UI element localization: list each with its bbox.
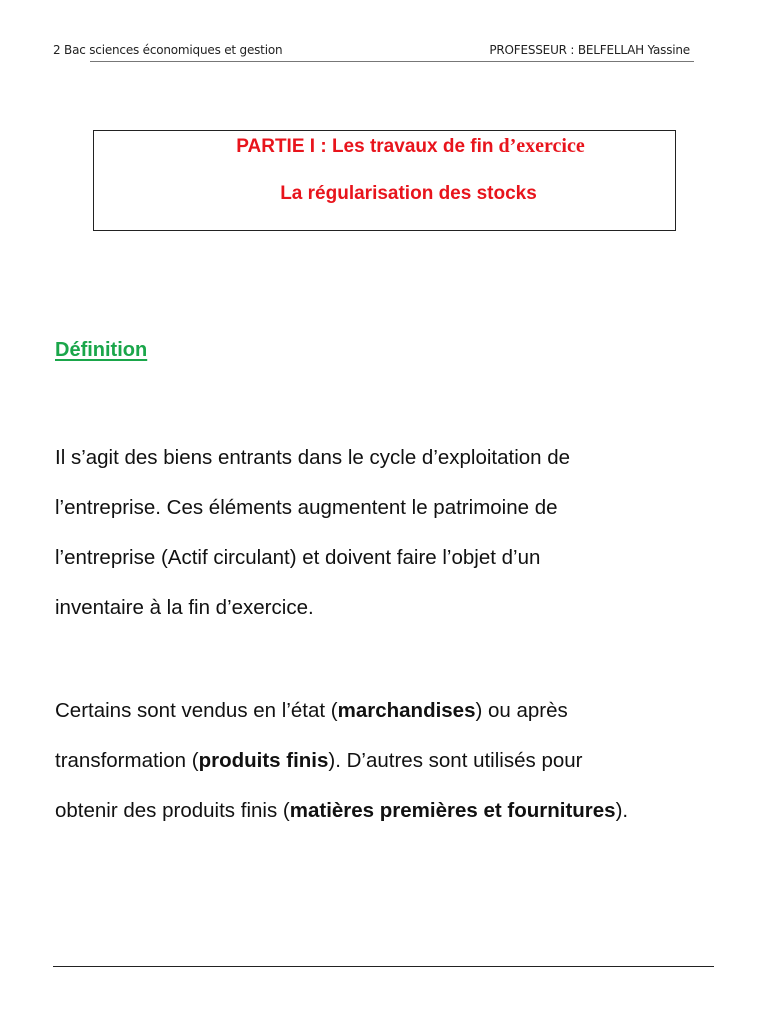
p2-l1-a: Certains sont vendus en l’état ( [55, 699, 338, 722]
paragraph-2-line-1 [55, 686, 628, 736]
p2-l3-bold: matières premières et fournitures [289, 799, 616, 822]
paragraph-1-line-1: Il s’agit des biens entrants dans le cycle d’exploitation de [55, 446, 571, 469]
footer-rule [53, 966, 714, 967]
p2-l3-b: ). [615, 799, 629, 822]
page-header-right: PROFESSEUR : BELFELLAH Yassine [489, 43, 690, 57]
p2-l2-b: ). D’autres sont utilisés pour [328, 749, 583, 772]
title-line-1-main: PARTIE I : Les travaux de fin [236, 136, 494, 157]
paragraph-2 [55, 686, 628, 836]
p2-l2-bold: produits finis [198, 749, 329, 772]
p2-l1-b: ) ou après [475, 699, 568, 722]
title-line-2: La régularisation des stocks [280, 183, 537, 204]
p2-l1-bold: marchandises [337, 699, 476, 722]
p2-l2-a: transformation ( [55, 749, 199, 772]
paragraph-1-line-4: inventaire à la fin d’exercice. [55, 596, 314, 619]
paragraph-2-line-2 [55, 736, 628, 786]
header-rule [90, 61, 694, 62]
section-heading-definition: Définition [55, 339, 148, 361]
paragraph-2-line-3 [55, 786, 628, 836]
paragraph-1-line-2: l’entreprise. Ces éléments augmentent le patrimoine de [55, 496, 558, 519]
page-header-left: 2 Bac sciences économiques et gestion [53, 43, 283, 57]
paragraph-1 [55, 433, 570, 633]
title-line-1-tail: d’exercice [493, 135, 585, 157]
paragraph-1-line-3: l’entreprise (Actif circulant) et doivent faire l’objet d’un [55, 546, 541, 569]
title-line-1 [120, 135, 701, 158]
p2-l3-a: obtenir des produits finis ( [55, 799, 290, 822]
title-box [93, 130, 676, 231]
